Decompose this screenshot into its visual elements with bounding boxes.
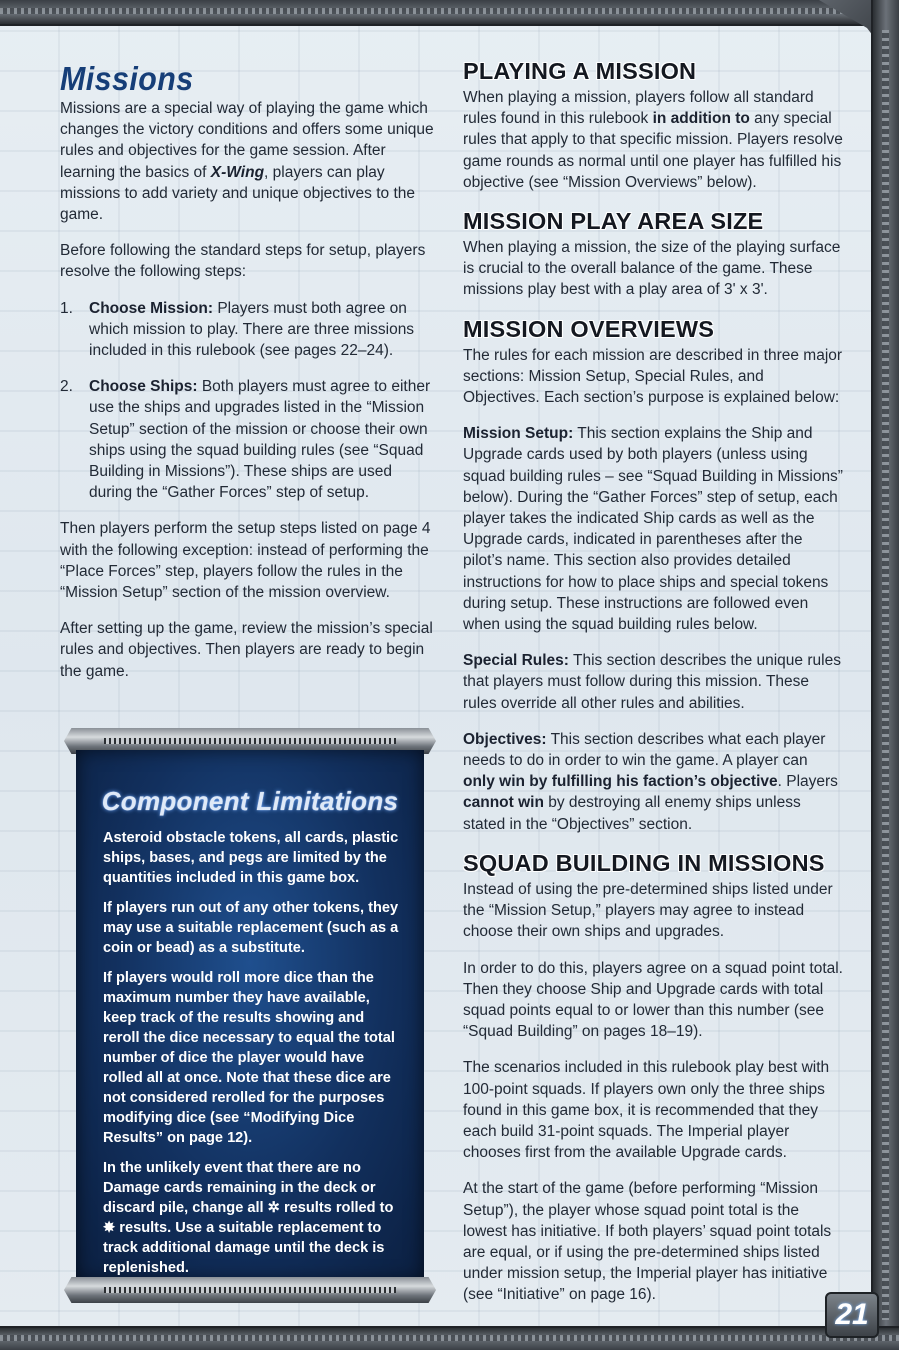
box-text — [103, 828, 403, 1288]
box-paragraph: If players run out of any other tokens, they may use a suitable replacement (such as a coin or bead) as a substitute. — [103, 900, 399, 956]
box-paragraph: If players would roll more dice than the maximum number they have available, keep track of the results showing and reroll the dice necessary to equal the total number of dice the player would have rolled all at once. Note that these dice are not considered rerolled for the purposes modifying dice (see “Modifying Dice Results” on page 12). — [103, 970, 395, 1146]
squad-paragraph: At the start of the game (before performing “Mission Setup”), the player whose squad point total is the lowest has initiative. If both players’ squad point totals are equal, or if using the pre-determined ships listed under mission setup, the Imperial player has initiative (see “Initiative” on page 16). — [463, 1180, 832, 1304]
box-paragraph: In the unlikely event that there are no Damage cards remaining in the deck or discard pile, change all ✲ results rolled to ✸ results. Use a suitable replacement to track additional damage until the deck is replenished. — [103, 1160, 394, 1276]
bottom-frame-decoration — [0, 1326, 899, 1350]
right-frame-decoration — [871, 0, 899, 1350]
squad-paragraph: In order to do this, players agree on a squad point total. Then they choose Ship and Upgrade cards with total squad points equal to or lower than this number (see “Squad Building” on pages 18–19). — [463, 959, 843, 1041]
top-frame-decoration — [0, 0, 899, 26]
critical-hit-icon: ✲ — [267, 1200, 280, 1216]
section-title-squad: SQUAD BUILDING IN MISSIONS — [463, 849, 825, 876]
left-column — [60, 60, 438, 697]
game-name: X-Wing — [210, 163, 265, 181]
list-item: 2. Choose Ships: Both players must agree to either use the ships and upgrades listed in the “Mission Setup” section of the mission or choose their own ships using the squad building rules (see “Squad Building in Missions”). These ships are used during the “Gather Forces” step of setup. — [60, 378, 431, 502]
setup-steps-list — [60, 298, 438, 504]
then-setup-text: Then players perform the setup steps listed on page 4 with the following exception: instead of performing the “Place Forces” step, players follow the rules in the “Mission Setup” section of the mission overview. — [60, 520, 431, 602]
after-setup-text: After setting up the game, review the mission’s special rules and objectives. Then players are ready to begin the game. — [60, 620, 433, 680]
objectives-text: Objectives: This section describes what each player needs to do in order to win the game. A player can only win by fulfilling his faction’s objective. Players cannot win by destroying all enemy ships unless stated in the “Objectives” section. — [463, 730, 838, 833]
squad-paragraph: The scenarios included in this rulebook play best with 100-point squads. If players own only the three ships found in this game box, it is recommended that they each build 31-point squads. The Imperial player chooses first from the available Upgrade cards. — [463, 1059, 830, 1162]
section-title-area: MISSION PLAY AREA SIZE — [463, 208, 764, 235]
playing-text: When playing a mission, players follow all standard rules found in this rulebook in addition to any special rules that apply to that specific mission. Players resolve game rounds as normal until one player has fulfilled his objective (see “Mission Overviews” below). — [463, 89, 843, 191]
page-number: 21 — [825, 1292, 879, 1338]
squad-paragraph: Instead of using the pre-determined ships listed under the “Mission Setup,” players may agree to instead choose their own ships and upgrades. — [463, 880, 833, 941]
missions-title: Missions — [60, 60, 194, 97]
box-title: Component Limitations — [101, 786, 399, 816]
box-paragraph: Asteroid obstacle tokens, all cards, plastic ships, bases, and pegs are limited by the quantities included in this game box. — [103, 830, 399, 886]
list-item: 1. Choose Mission: Players must both agree on which mission to play. There are three missions included in this rulebook (see pages 22–24). — [60, 299, 415, 360]
section-title-playing: PLAYING A MISSION — [463, 58, 697, 84]
section-title-overviews: MISSION OVERVIEWS — [463, 315, 715, 342]
mission-setup-text: Mission Setup: This section explains the Ship and Upgrade cards used by both players (unless using squad building rules – see “Squad Building in Missions” below). During the “Gather Forces” step of setup, each player takes the indicated Ship cards as well as the Upgrade cards, indicated in parentheses after the pilot’s name. This section also provides detailed instructions for how to place ships and special tokens during setup. These instructions are followed even when using the squad building rules below. — [463, 425, 843, 634]
missions-intro: Missions are a special way of playing the game which changes the victory conditions and offers some unique rules and objectives for the game session. After learning the basics of X-Wing, players can play missions to add variety and unique objectives to the game. — [60, 100, 434, 224]
box-bottom-bar — [64, 1277, 436, 1303]
overviews-intro: The rules for each mission are described in three major sections: Mission Setup, Special Rules, and Objectives. Each section’s purpose is explained below: — [463, 346, 843, 407]
right-column — [463, 58, 843, 1321]
before-setup-text: Before following the standard steps for setup, players resolve the following steps: — [60, 242, 426, 281]
component-limitations-box — [64, 728, 436, 1303]
special-rules-text: Special Rules: This section describes the unique rules that players must follow during this mission. These rules override all other rules and abilities. — [463, 652, 841, 712]
hit-icon: ✸ — [103, 1220, 116, 1236]
area-text: When playing a mission, the size of the playing surface is crucial to the overall balance of the game. These missions play best with a play area of 3' x 3'. — [463, 239, 841, 299]
box-body — [76, 750, 424, 1281]
